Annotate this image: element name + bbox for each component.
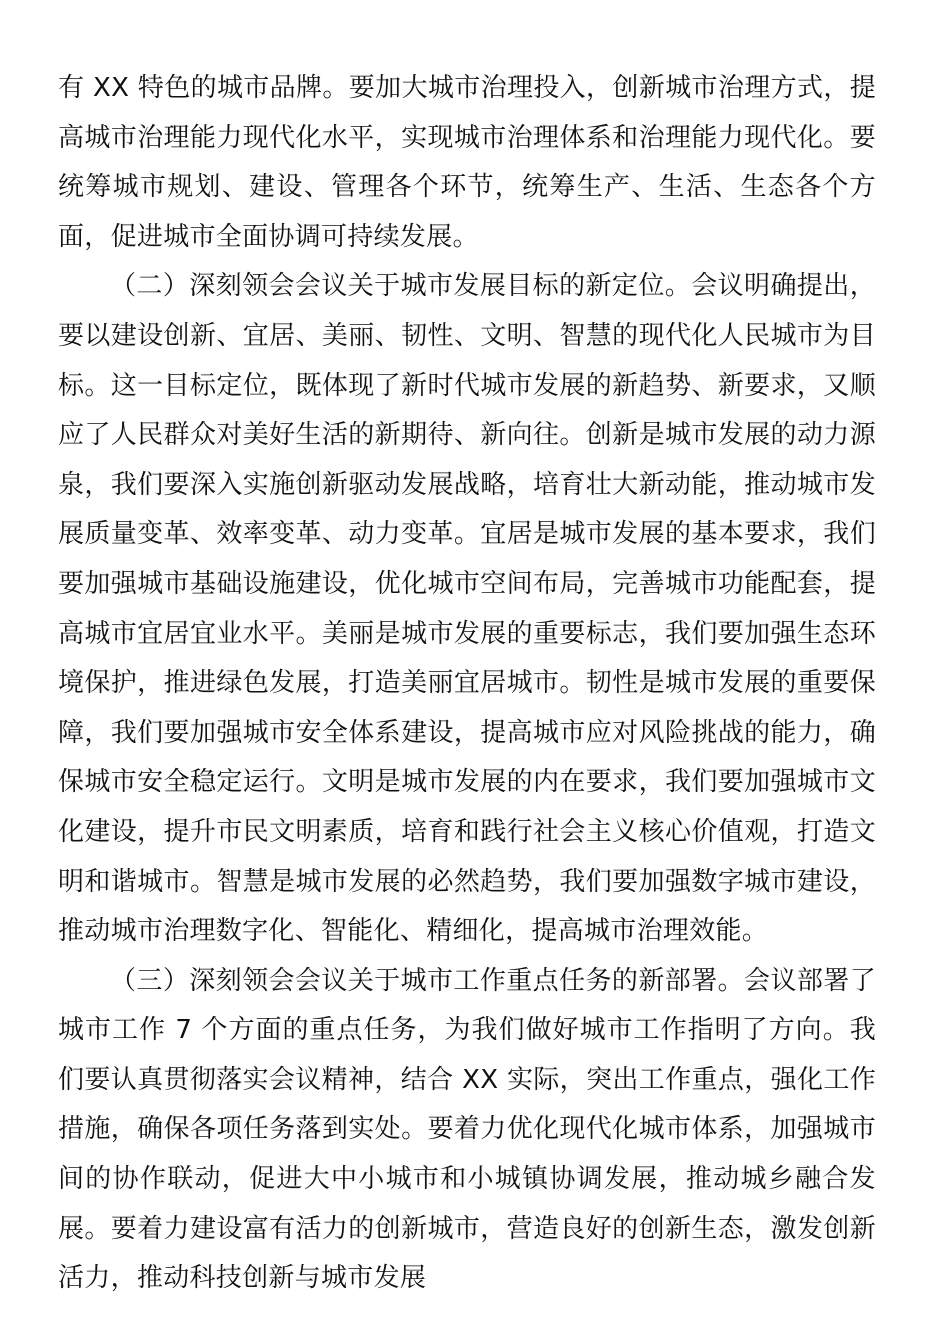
paragraph-key-tasks: （三）深刻领会会议关于城市工作重点任务的新部署。会议部署了城市工作 7 个方面的重点任务，为我们做好城市工作指明了方向。我们要认真贯彻落实会议精神，结合 XX 实际，突出工作重点，强化工作措施，确保各项任务落到实处。要着力优化现代化城市体系，加强城市间的协作联动，促进大中小城市和小城镇协调发展，推动城乡融合发展。要着力建设富有活力的创新城市，营造良好的创新生态，激发创新活力，推动科技创新与城市发展 [58, 965, 876, 1294]
document-page [58, 64, 876, 1304]
paragraph-continuation: 有 XX 特色的城市品牌。要加大城市治理投入，创新城市治理方式，提高城市治理能力现代化水平，实现城市治理体系和治理能力现代化。要统筹城市规划、建设、管理各个环节，统筹生产、生活、生态各个方面，促进城市全面协调可持续发展。 [58, 73, 876, 252]
paragraph-development-goals: （二）深刻领会会议关于城市发展目标的新定位。会议明确提出，要以建设创新、宜居、美丽、韧性、文明、智慧的现代化人民城市为目标。这一目标定位，既体现了新时代城市发展的新趋势、新要求，又顺应了人民群众对美好生活的新期待、新向往。创新是城市发展的动力源泉，我们要深入实施创新驱动发展战略，培育壮大新动能，推动城市发展质量变革、效率变革、动力变革。宜居是城市发展的基本要求，我们要加强城市基础设施建设，优化城市空间布局，完善城市功能配套，提高城市宜居宜业水平。美丽是城市发展的重要标志，我们要加强生态环境保护，推进绿色发展，打造美丽宜居城市。韧性是城市发展的重要保障，我们要加强城市安全体系建设，提高城市应对风险挑战的能力，确保城市安全稳定运行。文明是城市发展的内在要求，我们要加强城市文化建设，提升市民文明素质，培育和践行社会主义核心价值观，打造文明和谐城市。智慧是城市发展的必然趋势，我们要加强数字城市建设，推动城市治理数字化、智能化、精细化，提高城市治理效能。 [58, 271, 876, 947]
